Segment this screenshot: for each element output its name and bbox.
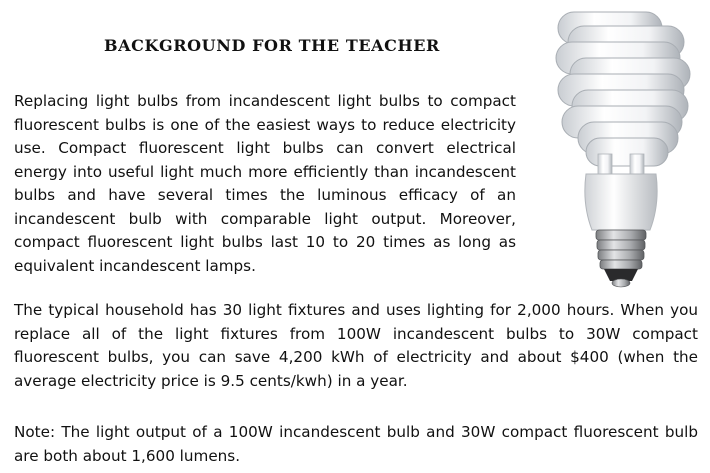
intro-paragraph: Replacing light bulbs from incandescent light bulbs to compact fluorescent bulbs is one of the easiest ways to reduce electricity use. Compact fluorescent light bulbs can convert electrical energy into useful light much more efficiently than incandescent bulbs and have several times the luminous efficacy of an incandescent bulb with comparable light output. Moreover, compact fluorescent light bulbs last 10 to 20 times as long as equivalent incandescent lamps. bbox=[14, 92, 516, 275]
household-paragraph: The typical household has 30 light fixtures and uses lighting for 2,000 hours. When you replace all of the light fixtures from 100W incandescent bulbs to 30W compact fluorescent bulbs, you can save 4,200 kWh of electricity and about $400 (when the average electricity price is 9.5 cents/kwh) in a year. bbox=[14, 301, 698, 390]
page-title: BACKGROUND FOR THE TEACHER bbox=[104, 36, 440, 55]
cfl-bulb-icon bbox=[530, 4, 708, 294]
note-paragraph: Note: The light output of a 100W incandescent bulb and 30W compact fluorescent bulb are both about 1,600 lumens. bbox=[14, 423, 698, 465]
